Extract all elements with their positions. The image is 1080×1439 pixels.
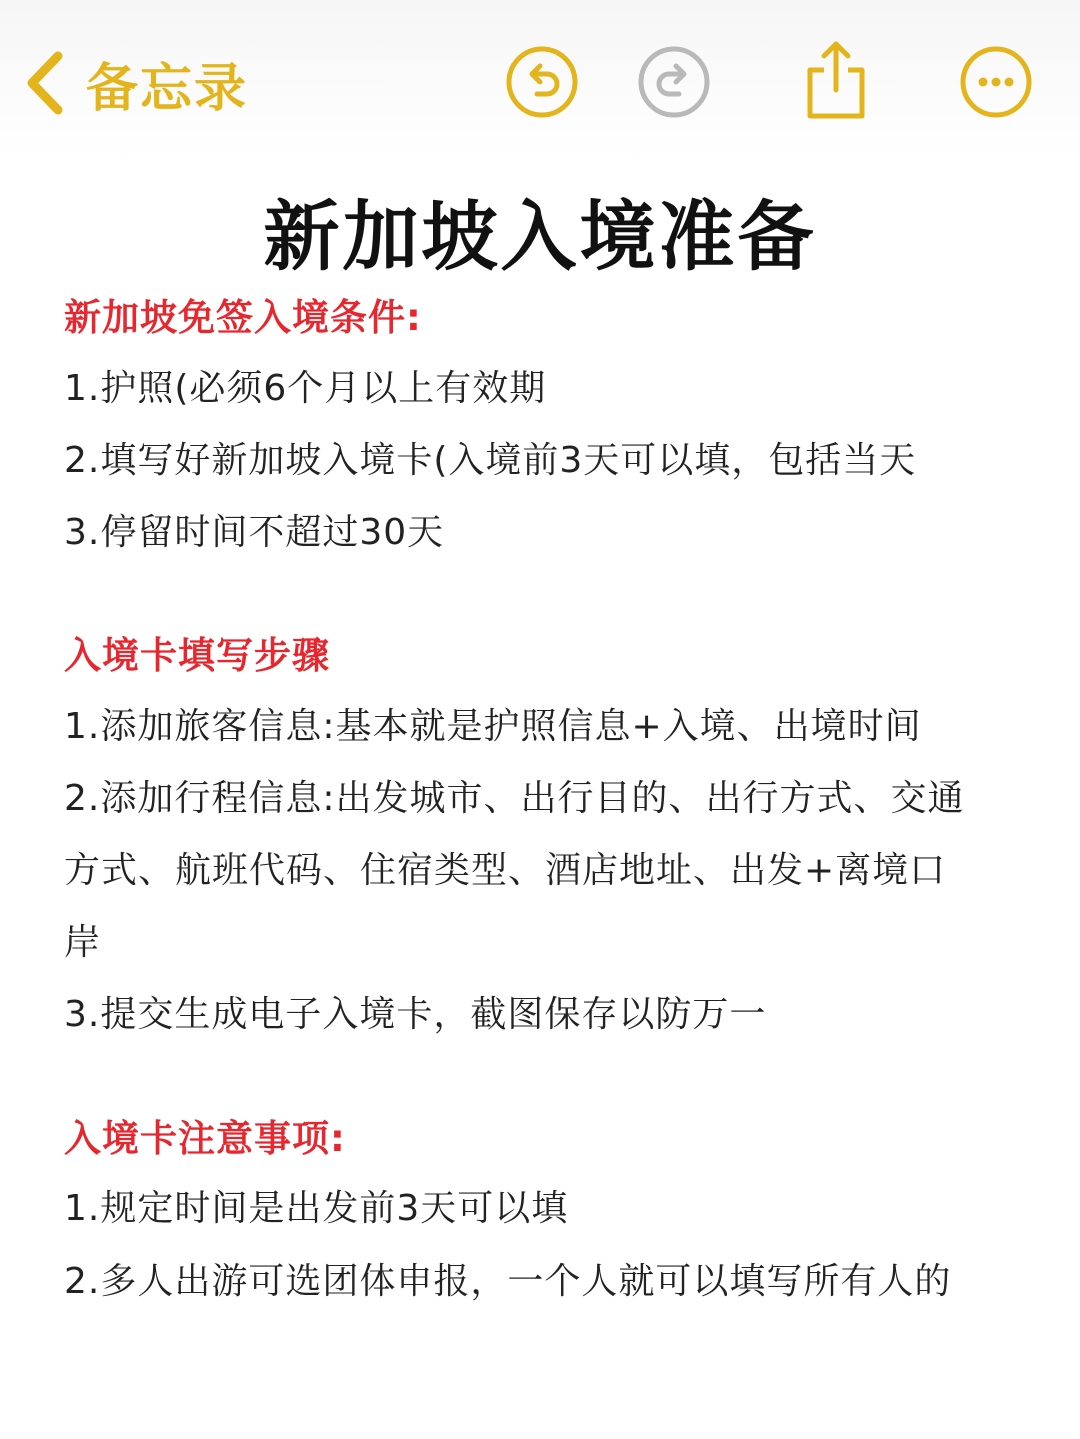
more-button[interactable] <box>958 44 1034 120</box>
redo-icon <box>636 44 712 120</box>
note-title: 新加坡入境准备 <box>263 192 817 281</box>
list-item: 1.添加旅客信息:基本就是护照信息+入境、出境时间 <box>64 706 922 747</box>
back-label: 备忘录 <box>86 58 249 119</box>
more-icon <box>958 44 1034 120</box>
list-item: 3.提交生成电子入境卡，截图保存以防万一 <box>64 994 767 1035</box>
list-item: 1.护照(必须6个月以上有效期 <box>64 368 547 409</box>
navigation-bar <box>0 0 1080 160</box>
undo-icon <box>504 44 580 120</box>
list-item: 方式、航班代码、住宿类型、酒店地址、出发+离境口 <box>64 850 947 891</box>
list-item: 1.规定时间是出发前3天可以填 <box>64 1188 569 1229</box>
list-item: 岸 <box>64 922 102 963</box>
list-item: 3.停留时间不超过30天 <box>64 512 445 553</box>
share-button[interactable] <box>798 36 874 122</box>
section-heading: 新加坡免签入境条件: <box>64 296 422 339</box>
list-item: 2.多人出游可选团体申报，一个人就可以填写所有人的 <box>64 1261 952 1302</box>
redo-button[interactable] <box>636 44 712 120</box>
back-button[interactable] <box>22 48 248 118</box>
list-item: 2.添加行程信息:出发城市、出行目的、出行方式、交通 <box>64 778 965 819</box>
section-heading: 入境卡注意事项: <box>64 1117 346 1160</box>
share-icon <box>798 36 874 122</box>
undo-button[interactable] <box>504 44 580 120</box>
list-item: 2.填写好新加坡入境卡(入境前3天可以填，包括当天 <box>64 440 917 481</box>
section-heading: 入境卡填写步骤 <box>64 634 330 677</box>
chevron-left-icon <box>22 50 66 116</box>
